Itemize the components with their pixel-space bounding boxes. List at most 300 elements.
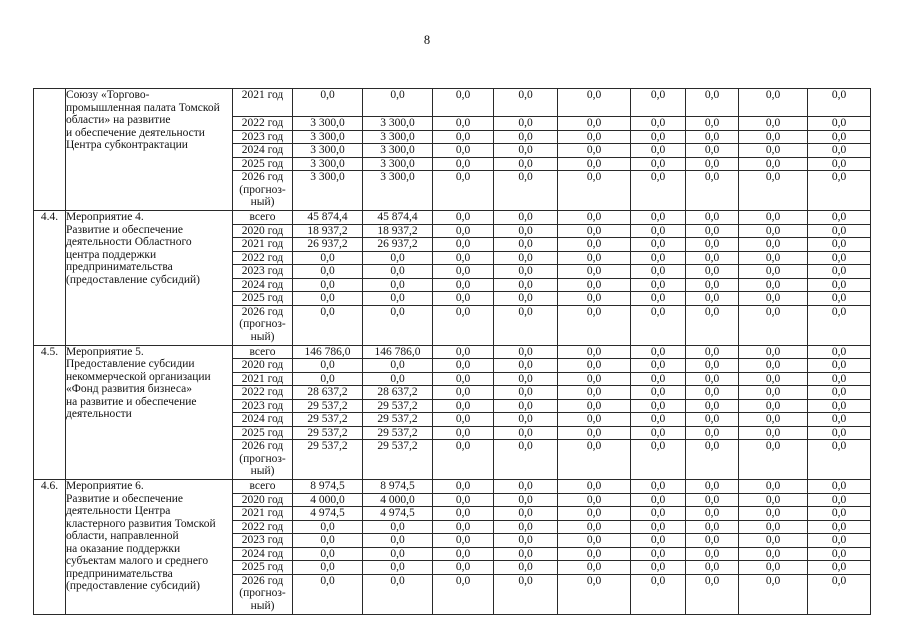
value-cell: 0,0 <box>558 440 631 480</box>
table-row <box>34 89 871 117</box>
value-cell: 0,0 <box>494 493 558 507</box>
year-line: 2023 год <box>241 399 284 412</box>
value-cell: 0,0 <box>739 251 808 265</box>
value-cell: 0,0 <box>808 440 871 480</box>
value-cell: 146 786,0 <box>363 345 433 359</box>
description-line: деятельности <box>66 408 132 420</box>
value-cell: 0,0 <box>686 440 739 480</box>
value-cell: 0,0 <box>558 426 631 440</box>
year-line: 2024 год <box>241 144 284 156</box>
value-cell: 0,0 <box>494 547 558 561</box>
value-cell: 0,0 <box>433 413 494 427</box>
value-cell: 0,0 <box>293 561 363 575</box>
year-line: 2021 год <box>241 507 284 519</box>
value-cell: 0,0 <box>558 224 631 238</box>
value-cell: 0,0 <box>631 89 686 117</box>
value-cell: 0,0 <box>631 520 686 534</box>
value-cell: 0,0 <box>631 251 686 265</box>
value-cell: 0,0 <box>808 493 871 507</box>
description-line: на развитие и обеспечение <box>66 395 197 408</box>
description-line: предпринимательства <box>66 261 173 273</box>
value-cell: 0,0 <box>558 386 631 400</box>
value-cell: 0,0 <box>558 372 631 386</box>
year-cell <box>233 440 293 480</box>
description-line: кластерного развития Томской <box>66 517 216 530</box>
value-cell: 0,0 <box>739 224 808 238</box>
year-line: 2020 год <box>241 359 284 371</box>
value-cell: 0,0 <box>494 305 558 345</box>
value-cell: 0,0 <box>808 574 871 614</box>
value-cell: 0,0 <box>433 372 494 386</box>
year-line: ный) <box>250 465 275 477</box>
value-cell: 0,0 <box>433 89 494 117</box>
year-line: 2022 год <box>241 520 284 533</box>
year-line: 2021 год <box>241 89 284 101</box>
year-line: (прогноз- <box>239 587 286 599</box>
value-cell: 0,0 <box>433 507 494 521</box>
description-line: центра поддержки <box>66 248 157 261</box>
value-cell: 0,0 <box>558 507 631 521</box>
value-cell: 0,0 <box>494 386 558 400</box>
year-cell <box>233 157 293 171</box>
value-cell: 0,0 <box>808 413 871 427</box>
value-cell: 0,0 <box>739 130 808 144</box>
value-cell: 0,0 <box>293 372 363 386</box>
value-cell: 0,0 <box>739 547 808 561</box>
value-cell: 0,0 <box>686 534 739 548</box>
value-cell: 0,0 <box>739 561 808 575</box>
value-cell: 0,0 <box>494 399 558 413</box>
value-cell: 0,0 <box>631 547 686 561</box>
value-cell: 0,0 <box>739 372 808 386</box>
value-cell: 0,0 <box>494 238 558 252</box>
value-cell: 0,0 <box>739 480 808 494</box>
value-cell: 0,0 <box>739 399 808 413</box>
value-cell: 0,0 <box>293 305 363 345</box>
value-cell: 28 637,2 <box>293 386 363 400</box>
value-cell: 0,0 <box>739 305 808 345</box>
year-cell <box>233 305 293 345</box>
value-cell: 0,0 <box>494 507 558 521</box>
value-cell: 0,0 <box>558 117 631 131</box>
year-line: 2022 год <box>241 251 284 264</box>
value-cell: 0,0 <box>433 534 494 548</box>
value-cell: 0,0 <box>739 507 808 521</box>
value-cell: 29 537,2 <box>363 440 433 480</box>
value-cell: 0,0 <box>739 292 808 306</box>
value-cell: 0,0 <box>558 305 631 345</box>
year-line: 2025 год <box>241 292 284 304</box>
year-line: 2023 год <box>241 534 284 546</box>
value-cell: 0,0 <box>739 171 808 211</box>
value-cell: 0,0 <box>433 547 494 561</box>
year-cell <box>233 171 293 211</box>
year-line: 2024 год <box>241 278 284 291</box>
description-line: Союзу «Торгово- <box>66 89 150 101</box>
value-cell: 0,0 <box>293 534 363 548</box>
year-cell <box>233 426 293 440</box>
value-cell: 0,0 <box>739 117 808 131</box>
value-cell: 0,0 <box>808 547 871 561</box>
description-line: Центра субконтрактации <box>66 139 188 151</box>
value-cell: 0,0 <box>363 547 433 561</box>
year-cell <box>233 372 293 386</box>
year-cell <box>233 251 293 265</box>
description-line: и обеспечение деятельности <box>66 126 205 139</box>
value-cell: 0,0 <box>293 520 363 534</box>
value-cell: 0,0 <box>808 224 871 238</box>
value-cell: 3 300,0 <box>363 117 433 131</box>
value-cell: 0,0 <box>631 561 686 575</box>
year-line: всего <box>249 211 276 223</box>
value-cell: 0,0 <box>631 507 686 521</box>
value-cell: 0,0 <box>293 278 363 292</box>
value-cell: 0,0 <box>494 292 558 306</box>
value-cell: 0,0 <box>494 89 558 117</box>
value-cell: 0,0 <box>558 278 631 292</box>
value-cell: 0,0 <box>558 345 631 359</box>
table-row <box>34 480 871 494</box>
value-cell: 0,0 <box>808 251 871 265</box>
value-cell: 3 300,0 <box>293 157 363 171</box>
value-cell: 0,0 <box>808 144 871 158</box>
value-cell: 0,0 <box>293 292 363 306</box>
year-cell <box>233 89 293 117</box>
year-line: 2023 год <box>241 265 284 277</box>
value-cell: 0,0 <box>686 493 739 507</box>
year-cell <box>233 547 293 561</box>
value-cell: 0,0 <box>686 305 739 345</box>
value-cell: 146 786,0 <box>293 345 363 359</box>
value-cell: 0,0 <box>686 224 739 238</box>
value-cell: 0,0 <box>631 440 686 480</box>
value-cell: 0,0 <box>293 265 363 279</box>
description-cell <box>66 480 233 615</box>
value-cell: 0,0 <box>494 561 558 575</box>
year-cell <box>233 130 293 144</box>
year-line: всего <box>249 480 276 492</box>
value-cell: 0,0 <box>433 386 494 400</box>
value-cell: 0,0 <box>808 130 871 144</box>
value-cell: 0,0 <box>494 130 558 144</box>
value-cell: 3 300,0 <box>363 171 433 211</box>
value-cell: 0,0 <box>808 520 871 534</box>
description-line: Мероприятие 6. <box>66 480 144 492</box>
value-cell: 0,0 <box>808 359 871 373</box>
year-cell <box>233 144 293 158</box>
year-line: ный) <box>250 196 275 208</box>
value-cell: 29 537,2 <box>363 426 433 440</box>
description-cell <box>66 211 233 346</box>
value-cell: 0,0 <box>808 561 871 575</box>
value-cell: 0,0 <box>494 359 558 373</box>
value-cell: 0,0 <box>808 171 871 211</box>
year-cell <box>233 399 293 413</box>
value-cell: 0,0 <box>558 130 631 144</box>
value-cell: 29 537,2 <box>293 440 363 480</box>
budget-table-body <box>34 89 871 615</box>
value-cell: 0,0 <box>494 265 558 279</box>
value-cell: 0,0 <box>494 480 558 494</box>
page-number: 8 <box>423 33 431 47</box>
value-cell: 0,0 <box>686 130 739 144</box>
year-line: 2024 год <box>241 413 284 425</box>
value-cell: 0,0 <box>686 89 739 117</box>
value-cell: 0,0 <box>558 493 631 507</box>
value-cell: 3 300,0 <box>363 157 433 171</box>
value-cell: 0,0 <box>558 265 631 279</box>
value-cell: 3 300,0 <box>293 130 363 144</box>
value-cell: 0,0 <box>433 440 494 480</box>
value-cell: 0,0 <box>631 534 686 548</box>
description-cell <box>66 89 233 211</box>
value-cell: 0,0 <box>686 292 739 306</box>
value-cell: 0,0 <box>558 547 631 561</box>
value-cell: 0,0 <box>558 480 631 494</box>
description-line: области» на развитие <box>66 114 171 126</box>
year-cell <box>233 359 293 373</box>
value-cell: 0,0 <box>363 265 433 279</box>
value-cell: 0,0 <box>558 534 631 548</box>
value-cell: 0,0 <box>363 305 433 345</box>
value-cell: 4 974,5 <box>363 507 433 521</box>
value-cell: 0,0 <box>631 359 686 373</box>
value-cell: 0,0 <box>808 117 871 131</box>
value-cell: 0,0 <box>494 413 558 427</box>
value-cell: 0,0 <box>739 89 808 117</box>
year-cell <box>233 493 293 507</box>
value-cell: 0,0 <box>686 238 739 252</box>
value-cell: 0,0 <box>363 292 433 306</box>
value-cell: 0,0 <box>631 265 686 279</box>
value-cell: 0,0 <box>739 440 808 480</box>
value-cell: 0,0 <box>558 157 631 171</box>
value-cell: 0,0 <box>808 534 871 548</box>
value-cell: 0,0 <box>686 480 739 494</box>
year-cell <box>233 292 293 306</box>
row-number-cell: 4.6. <box>34 480 66 615</box>
value-cell: 0,0 <box>808 211 871 225</box>
description-line: деятельности Центра <box>66 505 171 517</box>
year-line: 2021 год <box>241 372 284 385</box>
year-line: ный) <box>250 599 275 612</box>
value-cell: 0,0 <box>631 278 686 292</box>
value-cell: 0,0 <box>558 89 631 117</box>
year-line: 2022 год <box>241 386 284 398</box>
value-cell: 0,0 <box>631 345 686 359</box>
value-cell: 0,0 <box>363 89 433 117</box>
value-cell: 0,0 <box>494 251 558 265</box>
value-cell: 0,0 <box>494 144 558 158</box>
value-cell: 4 000,0 <box>363 493 433 507</box>
year-cell <box>233 265 293 279</box>
value-cell: 0,0 <box>686 426 739 440</box>
value-cell: 0,0 <box>494 534 558 548</box>
value-cell: 0,0 <box>631 292 686 306</box>
year-cell <box>233 561 293 575</box>
year-line: (прогноз- <box>239 183 286 196</box>
value-cell: 0,0 <box>293 574 363 614</box>
year-line: 2026 год <box>241 305 284 318</box>
value-cell: 0,0 <box>631 386 686 400</box>
value-cell: 0,0 <box>494 372 558 386</box>
description-line: субъектам малого и среднего <box>66 555 209 567</box>
value-cell: 28 637,2 <box>363 386 433 400</box>
value-cell: 0,0 <box>558 574 631 614</box>
value-cell: 26 937,2 <box>293 238 363 252</box>
value-cell: 0,0 <box>808 345 871 359</box>
value-cell: 0,0 <box>494 345 558 359</box>
year-line: 2024 год <box>241 547 284 560</box>
value-cell: 0,0 <box>739 386 808 400</box>
value-cell: 29 537,2 <box>293 413 363 427</box>
table-row <box>34 211 871 225</box>
value-cell: 0,0 <box>686 144 739 158</box>
value-cell: 0,0 <box>433 144 494 158</box>
row-number-cell <box>34 89 66 211</box>
value-cell: 0,0 <box>433 520 494 534</box>
value-cell: 29 537,2 <box>293 426 363 440</box>
value-cell: 0,0 <box>631 574 686 614</box>
value-cell: 0,0 <box>686 265 739 279</box>
year-line: 2025 год <box>241 157 284 170</box>
year-cell <box>233 224 293 238</box>
value-cell: 3 300,0 <box>363 144 433 158</box>
value-cell: 0,0 <box>739 144 808 158</box>
value-cell: 0,0 <box>631 426 686 440</box>
table-row <box>34 345 871 359</box>
value-cell: 0,0 <box>363 278 433 292</box>
value-cell: 0,0 <box>433 292 494 306</box>
value-cell: 0,0 <box>293 89 363 117</box>
description-line: промышленная палата Томской <box>66 101 220 114</box>
value-cell: 0,0 <box>433 224 494 238</box>
value-cell: 0,0 <box>739 265 808 279</box>
value-cell: 0,0 <box>631 117 686 131</box>
value-cell: 0,0 <box>494 224 558 238</box>
value-cell: 0,0 <box>433 251 494 265</box>
value-cell: 29 537,2 <box>363 399 433 413</box>
value-cell: 0,0 <box>808 89 871 117</box>
year-line: 2025 год <box>241 426 284 439</box>
value-cell: 0,0 <box>808 278 871 292</box>
row-number-cell: 4.4. <box>34 211 66 346</box>
value-cell: 0,0 <box>363 574 433 614</box>
description-line: предпринимательства <box>66 567 173 580</box>
value-cell: 18 937,2 <box>293 224 363 238</box>
value-cell: 0,0 <box>433 238 494 252</box>
value-cell: 0,0 <box>739 520 808 534</box>
value-cell: 0,0 <box>558 413 631 427</box>
year-line: всего <box>249 345 276 358</box>
description-line: деятельности Областного <box>66 236 192 248</box>
year-line: 2026 год <box>241 440 284 452</box>
value-cell: 0,0 <box>433 480 494 494</box>
value-cell: 0,0 <box>433 359 494 373</box>
value-cell: 0,0 <box>433 305 494 345</box>
description-line: на оказание поддержки <box>66 542 181 555</box>
value-cell: 0,0 <box>433 130 494 144</box>
description-line: области, направленной <box>66 530 179 542</box>
value-cell: 0,0 <box>686 117 739 131</box>
year-cell <box>233 211 293 225</box>
value-cell: 26 937,2 <box>363 238 433 252</box>
value-cell: 0,0 <box>739 157 808 171</box>
value-cell: 0,0 <box>631 372 686 386</box>
value-cell: 0,0 <box>433 157 494 171</box>
value-cell: 0,0 <box>494 426 558 440</box>
value-cell: 29 537,2 <box>363 413 433 427</box>
value-cell: 0,0 <box>686 359 739 373</box>
year-line: 2026 год <box>241 574 284 587</box>
value-cell: 0,0 <box>686 157 739 171</box>
description-line: Развитие и обеспечение <box>66 492 184 505</box>
value-cell: 3 300,0 <box>293 117 363 131</box>
value-cell: 0,0 <box>808 507 871 521</box>
value-cell: 0,0 <box>631 171 686 211</box>
value-cell: 0,0 <box>293 547 363 561</box>
value-cell: 18 937,2 <box>363 224 433 238</box>
year-line: 2023 год <box>241 130 284 143</box>
value-cell: 0,0 <box>433 345 494 359</box>
value-cell: 0,0 <box>558 211 631 225</box>
value-cell: 0,0 <box>558 359 631 373</box>
value-cell: 4 974,5 <box>293 507 363 521</box>
description-line: Развитие и обеспечение <box>66 223 184 236</box>
value-cell: 0,0 <box>558 399 631 413</box>
value-cell: 0,0 <box>686 251 739 265</box>
value-cell: 0,0 <box>739 493 808 507</box>
value-cell: 0,0 <box>433 493 494 507</box>
year-line: 2025 год <box>241 561 284 573</box>
value-cell: 0,0 <box>494 117 558 131</box>
value-cell: 45 874,4 <box>293 211 363 225</box>
value-cell: 0,0 <box>631 211 686 225</box>
value-cell: 0,0 <box>494 157 558 171</box>
value-cell: 0,0 <box>739 211 808 225</box>
description-line: некоммерческой организации <box>66 370 211 383</box>
year-line: ный) <box>250 330 275 343</box>
year-cell <box>233 534 293 548</box>
description-line: Предоставление субсидии <box>66 358 195 370</box>
value-cell: 0,0 <box>631 480 686 494</box>
value-cell: 0,0 <box>433 211 494 225</box>
value-cell: 0,0 <box>494 520 558 534</box>
value-cell: 0,0 <box>739 345 808 359</box>
description-line: (предоставление субсидий) <box>66 273 201 286</box>
value-cell: 0,0 <box>686 520 739 534</box>
value-cell: 0,0 <box>631 130 686 144</box>
budget-table <box>33 88 871 615</box>
year-cell <box>233 117 293 131</box>
value-cell: 45 874,4 <box>363 211 433 225</box>
value-cell: 0,0 <box>433 171 494 211</box>
description-line: (предоставление субсидий) <box>66 580 201 592</box>
value-cell: 0,0 <box>293 251 363 265</box>
value-cell: 0,0 <box>558 251 631 265</box>
value-cell: 0,0 <box>433 117 494 131</box>
value-cell: 0,0 <box>363 561 433 575</box>
value-cell: 0,0 <box>558 238 631 252</box>
value-cell: 0,0 <box>808 399 871 413</box>
value-cell: 0,0 <box>808 426 871 440</box>
value-cell: 0,0 <box>433 561 494 575</box>
value-cell: 0,0 <box>363 372 433 386</box>
description-line: Мероприятие 4. <box>66 211 144 223</box>
value-cell: 0,0 <box>433 265 494 279</box>
value-cell: 0,0 <box>808 386 871 400</box>
value-cell: 0,0 <box>739 534 808 548</box>
